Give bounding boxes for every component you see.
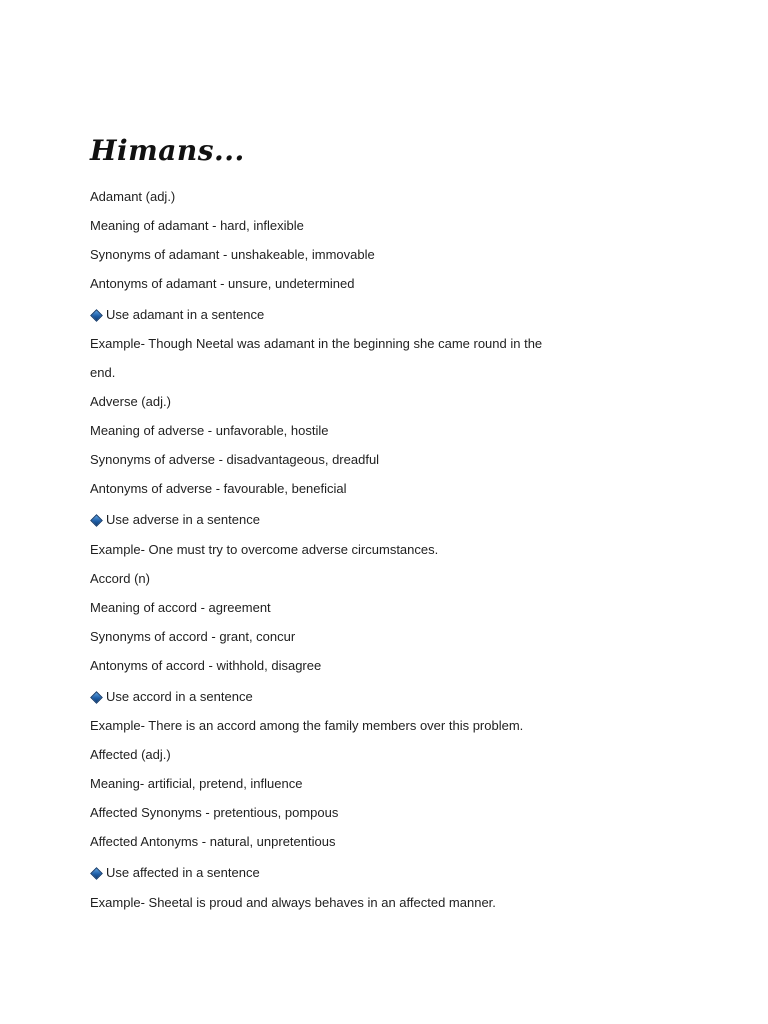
usage-bullet (90, 689, 253, 705)
entry-example: Example- There is an accord among the family members over this problem. (90, 718, 524, 733)
usage-label: Use adverse in a sentence (106, 512, 260, 527)
usage-label: Use accord in a sentence (106, 689, 253, 704)
entry-example: Example- One must try to overcome adverse circumstances. (90, 542, 439, 557)
entry-example: Example- Sheetal is proud and always behaves in an affected manner. (90, 895, 496, 910)
blue-diamond-icon (90, 514, 103, 527)
entry-heading: Accord (n) (90, 571, 150, 586)
entry-synonyms: Synonyms of accord - grant, concur (90, 629, 296, 644)
blue-diamond-icon (90, 309, 103, 322)
usage-label: Use affected in a sentence (106, 865, 260, 880)
blue-diamond-icon (90, 867, 103, 880)
entry-antonyms: Antonyms of adverse - favourable, beneficial (90, 481, 347, 496)
page-title: Himans... (90, 134, 245, 167)
entry-antonyms: Affected Antonyms - natural, unpretentious (90, 834, 336, 849)
entry-synonyms: Affected Synonyms - pretentious, pompous (90, 805, 339, 820)
entry-meaning: Meaning- artificial, pretend, influence (90, 776, 303, 791)
entry-heading: Adverse (adj.) (90, 394, 171, 409)
entry-synonyms: Synonyms of adverse - disadvantageous, dreadful (90, 452, 380, 467)
usage-bullet (90, 865, 260, 881)
blue-diamond-icon (90, 691, 103, 704)
usage-label: Use adamant in a sentence (106, 307, 265, 322)
entry-example-continued: end. (90, 365, 116, 380)
entry-antonyms: Antonyms of adamant - unsure, undetermined (90, 276, 355, 291)
entry-meaning: Meaning of adverse - unfavorable, hostile (90, 423, 329, 438)
usage-bullet (90, 512, 260, 528)
entry-synonyms: Synonyms of adamant - unshakeable, immovable (90, 247, 375, 262)
entry-antonyms: Antonyms of accord - withhold, disagree (90, 658, 322, 673)
usage-bullet (90, 307, 264, 323)
entry-heading: Affected (adj.) (90, 747, 171, 762)
entry-meaning: Meaning of adamant - hard, inflexible (90, 218, 304, 233)
entry-heading: Adamant (adj.) (90, 189, 176, 204)
entry-meaning: Meaning of accord - agreement (90, 600, 271, 615)
entry-example: Example- Though Neetal was adamant in the beginning she came round in the (90, 336, 543, 351)
